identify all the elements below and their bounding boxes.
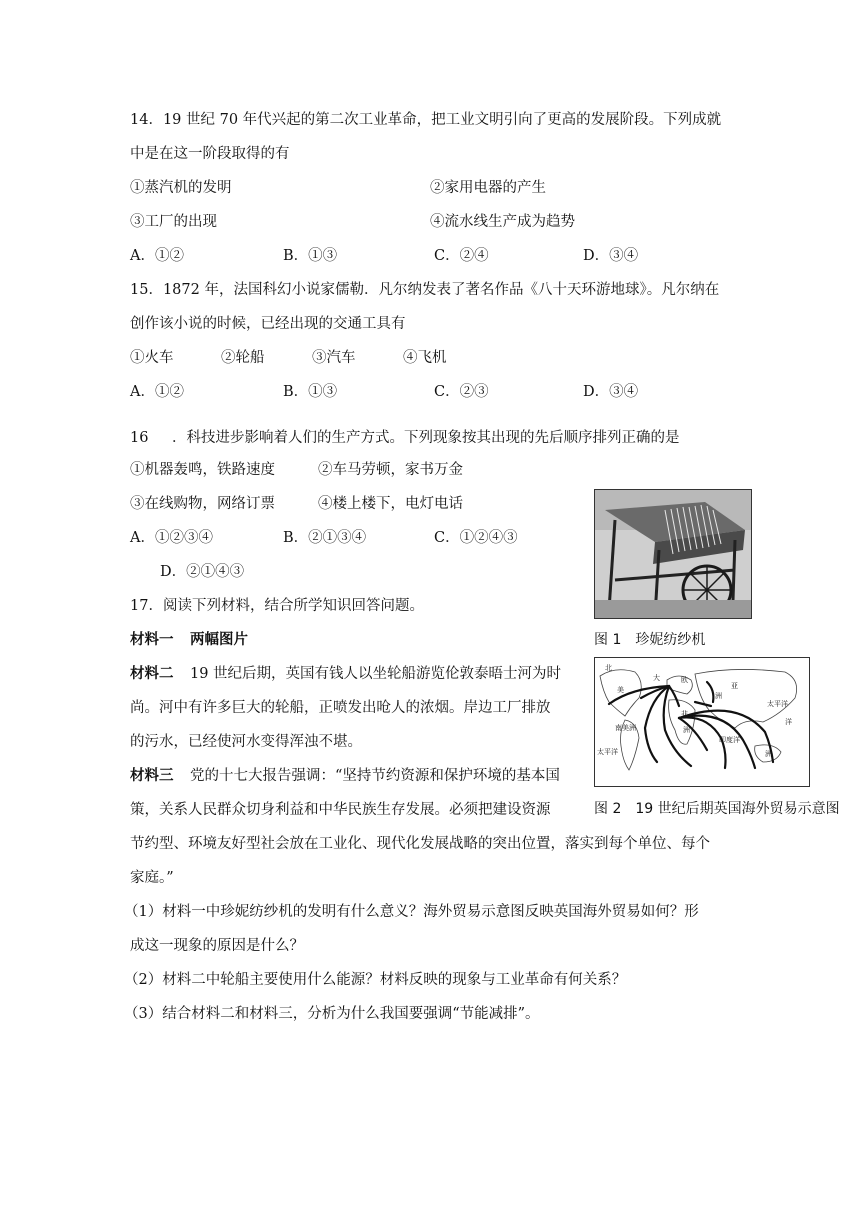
q14-stem-line2: 中是在这一阶段取得的有 [130, 146, 290, 162]
q16-option-a: A．①②③④ [130, 530, 213, 546]
map-label-atlantic: 大 [653, 674, 660, 682]
material1-label: 材料一 [130, 631, 174, 648]
material3-line2: 策，关系人民群众切身利益和中华民族生存发展。必须把建设资源 [130, 802, 551, 818]
q16-item-1: ①机器轰鸣，铁路速度 [130, 462, 275, 478]
material2-line3: 的污水，已经使河水变得浑浊不堪。 [130, 734, 362, 750]
material2-label: 材料二 [130, 665, 174, 682]
figure2-caption: 图 2 19 世纪后期英国海外贸易示意图 [594, 801, 840, 817]
map-label-south-america: 南美洲 [615, 724, 636, 732]
figure1-caption: 图 1 珍妮纺纱机 [594, 632, 706, 648]
map-label-asia: 亚 [731, 682, 738, 690]
q15-item-3: ③汽车 [312, 350, 356, 366]
spinning-jenny-drawing [595, 490, 751, 618]
q16-option-d: D．②①④③ [160, 564, 245, 580]
material1-text: 两幅图片 [190, 631, 248, 648]
map-label-zhou: 洲 [765, 750, 772, 758]
q14-item-2: ②家用电器的产生 [430, 180, 546, 196]
map-label-pacific-east: 太平洋 [767, 700, 788, 708]
q15-option-a: A．①② [130, 384, 184, 400]
trade-map-image [594, 657, 810, 787]
map-label-ocean: 洋 [785, 718, 792, 726]
map-label-pacific-west: 太平洋 [597, 748, 618, 756]
q15-option-b: B．①③ [283, 384, 338, 400]
map-label-europe: 欧 [681, 676, 688, 684]
material2-line2: 尚。河中有许多巨大的轮船，正喷发出呛人的浓烟。岸边工厂排放 [130, 700, 551, 716]
map-label-north: 北 [605, 664, 612, 672]
q15-item-1: ①火车 [130, 350, 174, 366]
subquestion-1-line1: （1）材料一中珍妮纺纱机的发明有什么意义？海外贸易示意图反映英国海外贸易如何？形 [124, 904, 699, 920]
q15-stem-line1: 15．1872 年，法国科幻小说家儒勒．凡尔纳发表了著名作品《八十天环游地球》。凡尔纳在 [130, 282, 720, 298]
q15-item-2: ②轮船 [221, 350, 265, 366]
q14-stem-line1: 14．19 世纪 70 年代兴起的第二次工业革命，把工业文明引向了更高的发展阶段。下列成就 [130, 112, 722, 128]
q15-stem-line2: 创作该小说的时候，已经出现的交通工具有 [130, 316, 406, 332]
map-label-america: 美 [617, 686, 624, 694]
map-label-africa: 洲 [683, 726, 690, 734]
q16-item-3: ③在线购物，网络订票 [130, 496, 275, 512]
map-label-africa-north: 非 [681, 710, 688, 718]
q14-option-c: C．②④ [434, 248, 489, 264]
q14-option-b: B．①③ [283, 248, 338, 264]
subquestion-3: （3）结合材料二和材料三，分析为什么我国要强调“节能减排”。 [124, 1006, 540, 1022]
q14-item-1: ①蒸汽机的发明 [130, 180, 232, 196]
material3-line1: 党的十七大报告强调：“坚持节约资源和保护环境的基本国 [190, 768, 560, 784]
map-label-indian-ocean: 印度洋 [719, 736, 740, 744]
map-label-asia-2: 洲 [715, 692, 722, 700]
subquestion-1-line2: 成这一现象的原因是什么？ [130, 938, 304, 954]
q14-item-4: ④流水线生产成为趋势 [430, 214, 575, 230]
q14-item-3: ③工厂的出现 [130, 214, 217, 230]
spinning-jenny-image [594, 489, 752, 619]
q14-option-d: D．③④ [583, 248, 639, 264]
q15-option-c: C．②③ [434, 384, 489, 400]
q16-number: 16 [130, 430, 149, 446]
material3-label: 材料三 [130, 767, 174, 784]
material3-line4: 家庭。” [130, 870, 174, 886]
material3-line3: 节约型、环境友好型社会放在工业化、现代化发展战略的突出位置，落实到每个单位、每个 [130, 836, 710, 852]
q16-item-4: ④楼上楼下，电灯电话 [318, 496, 463, 512]
q16-stem: ．科技进步影响着人们的生产方式。下列现象按其出现的先后顺序排列正确的是 [172, 430, 680, 446]
q15-item-4: ④飞机 [403, 350, 447, 366]
material2-line1: 19 世纪后期，英国有钱人以坐轮船游览伦敦泰晤士河为时 [190, 666, 562, 682]
subquestion-2: （2）材料二中轮船主要使用什么能源？材料反映的现象与工业革命有何关系？ [124, 972, 627, 988]
trade-map-drawing [595, 658, 809, 786]
q17-stem: 17．阅读下列材料，结合所学知识回答问题。 [130, 598, 424, 614]
q16-option-b: B．②①③④ [283, 530, 367, 546]
q14-option-a: A．①② [130, 248, 184, 264]
q15-option-d: D．③④ [583, 384, 639, 400]
q16-option-c: C．①②④③ [434, 530, 518, 546]
q16-item-2: ②车马劳顿，家书万金 [318, 462, 463, 478]
